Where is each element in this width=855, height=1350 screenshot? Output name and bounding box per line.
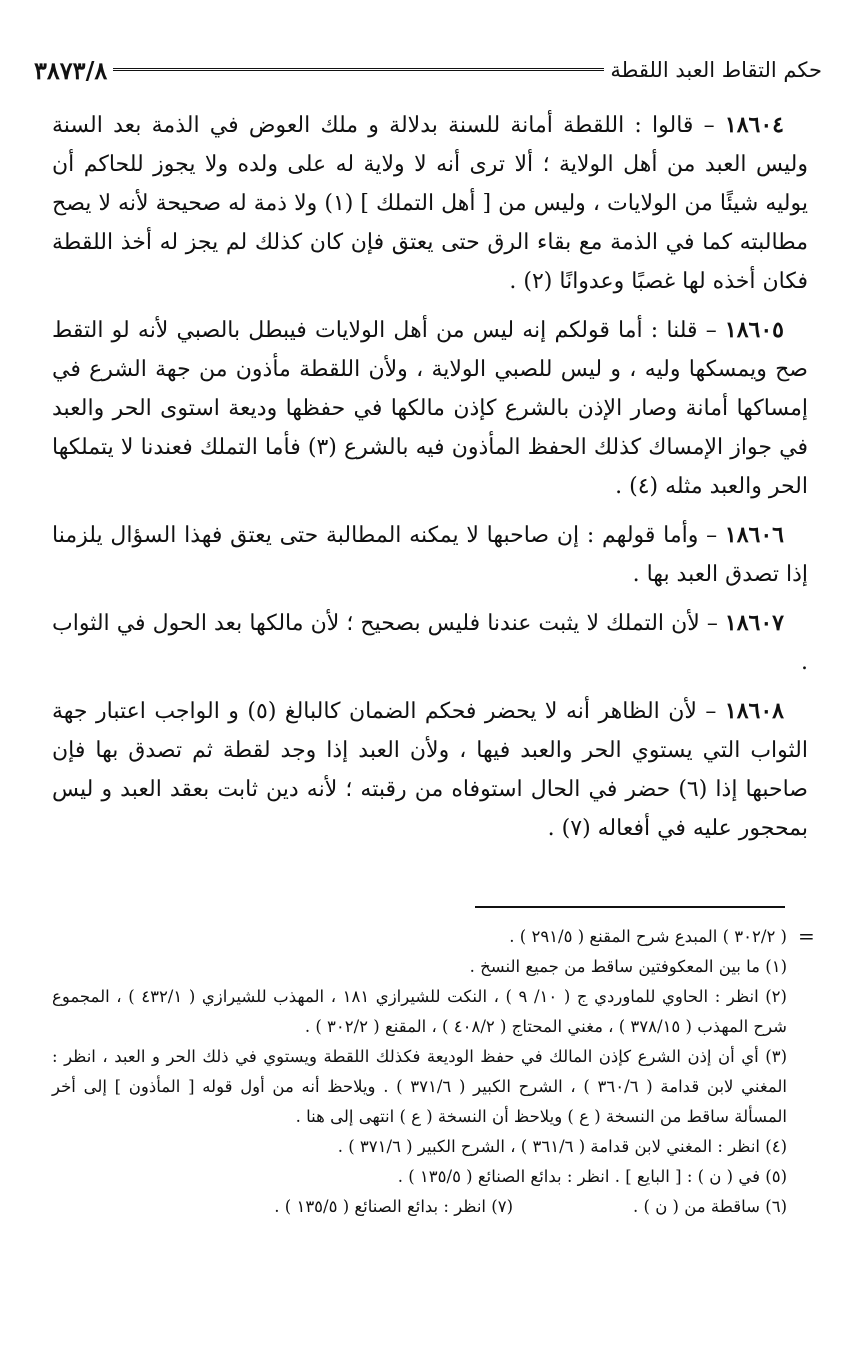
paragraph-18607 <box>52 604 808 682</box>
footnote-continued: ( ٣٠٢/٢ ) المبدع شرح المقنع ( ٢٩١/٥ ) . <box>509 927 787 946</box>
footnote-1: (١) ما بين المعكوفتين ساقط من جميع النسخ . <box>469 957 787 976</box>
paragraph-18605 <box>52 311 808 506</box>
main-text <box>52 106 808 858</box>
footnote-continuation-mark: = <box>798 924 815 948</box>
paragraph-number: ١٨٦٠٥ <box>724 317 784 343</box>
paragraph-number: ١٨٦٠٧ <box>724 610 784 636</box>
page-header <box>34 50 822 90</box>
paragraph-text: – قالوا : اللقطة أمانة للسنة بدلالة و ملك العوض في الذمة بعد السنة وليس العبد من أهل الولاية ؛ ألا ترى أنه لا ولاية له على ولده ولا يجوز للحاكم أن يوليه شيئًا من الولايات ، وليس من [ أهل التملك ] (١) ولا ذمة له صحيحة لأنه لا يصح مطالبته كما في الذمة مع بقاء الرق حتى يعتق فإن كان كذلك لم يجز له أخذ اللقطة فكان أخذه لها غصبًا وعدوانًا (٢) . <box>52 113 808 294</box>
paragraph-18606 <box>52 516 808 594</box>
footnote-7: (٧) انظر : بدائع الصنائع ( ١٣٥/٥ ) . <box>274 1197 514 1216</box>
paragraph-text: – لأن التملك لا يثبت عندنا فليس بصحيح ؛ لأن مالكها بعد الحول في الثواب . <box>52 611 808 675</box>
paragraph-text: – قلنا : أما قولكم إنه ليس من أهل الولايات فيبطل بالصبي لأنه لو التقط صح ويمسكها وليه ، و ليس للصبي الولاية ، ولأن اللقطة مأذون من جهة الشرع في إمساكها أمانة وصار الإذن بالشرع كإذن مالكها في حفظها وديعة استوى الحر والعبد في جواز الإمساك كذلك الحفظ المأذون فيه بالشرع (٣) فأما التملك فعندنا لا يتملكها الحر والعبد مثله (٤) . <box>52 318 808 499</box>
running-title: حكم التقاط العبد اللقطة <box>610 58 822 82</box>
paragraph-number: ١٨٦٠٨ <box>724 698 784 724</box>
paragraph-text: – وأما قولهم : إن صاحبها لا يمكنه المطالبة حتى يعتق فهذا السؤال يلزمنا إذا تصدق العبد بها . <box>52 523 808 587</box>
paragraph-number: ١٨٦٠٤ <box>724 112 784 138</box>
footnote-3: (٣) أي أن إذن الشرع كإذن المالك في حفظ الوديعة فكذلك اللقطة ويستوي في ذلك الحر و العبد ، انظر : المغني لابن قدامة ( ٣٦٠/٦ ) ، الشرح الكبير ( ٣٧١/٦ ) . ويلاحظ أنه من أول قوله [ المأذون ] إلى أخر المسألة ساقط من النسخة ( ع ) ويلاحظ أن النسخة ( ع ) انتهى إلى هنا . <box>52 1047 788 1126</box>
paragraph-18604 <box>52 106 808 301</box>
paragraph-18608 <box>52 692 808 848</box>
footnote-row-6-7 <box>52 1192 787 1222</box>
footnote-6: (٦) ساقطة من ( ن ) . <box>633 1197 787 1216</box>
footnote-5: (٥) في ( ن ) : [ البايع ] . انظر : بدائع الصنائع ( ١٣٥/٥ ) . <box>397 1167 787 1186</box>
footnotes <box>52 922 787 1222</box>
header-rule <box>113 68 604 73</box>
footnote-separator <box>475 906 785 908</box>
footnote-2: (٢) انظر : الحاوي للماوردي ج ( ١٠/ ٩ ) ، النكت للشيرازي ١٨١ ، المهذب للشيرازي ( ٤٣٢/١ ) ، المجموع شرح المهذب ( ٣٧٨/١٥ ) ، مغني المحتاج ( ٤٠٨/٢ ) ، المقنع ( ٣٠٢/٢ ) . <box>52 987 787 1036</box>
paragraph-text: – لأن الظاهر أنه لا يحضر فحكم الضمان كالبالغ (٥) و الواجب اعتبار جهة الثواب التي يستوي الحر والعبد فيها ، ولأن العبد إذا وجد لقطة ثم تصدق بها فإن صاحبها إذا (٦) حضر في الحال استوفاه من رقبته ؛ لأنه دين ثابت بعقد العبد و ليس بمحجور عليه في أفعاله (٧) . <box>52 699 808 841</box>
paragraph-number: ١٨٦٠٦ <box>724 522 784 548</box>
footnote-4: (٤) انظر : المغني لابن قدامة ( ٣٦١/٦ ) ، الشرح الكبير ( ٣٧١/٦ ) . <box>337 1137 787 1156</box>
page-number: ٣٨٧٣/٨ <box>34 55 108 85</box>
